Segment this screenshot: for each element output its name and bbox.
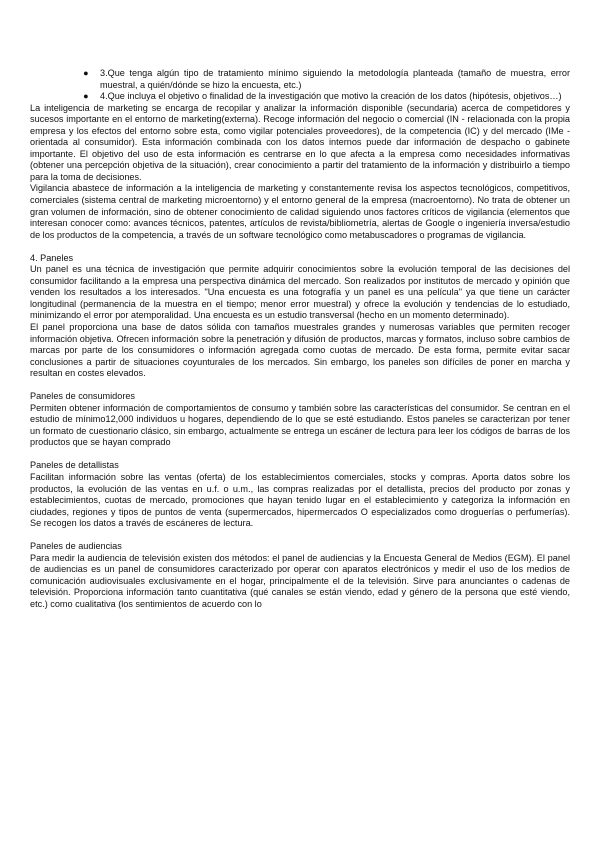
bullet-dot-icon: ● (83, 91, 89, 102)
paragraph-paneles-detallistas: Facilitan información sobre las ventas (oferta) de los establecimientos comerciales, stocks y compras. Aporta datos sobre los productos, la evolución de las ventas en u.f. o u.m., las compras realizadas por el detallista, precios del producto por zonas y establecimientos, cuotas de mercado, promociones que hayan tenido lugar en el establecimiento y categoriza la información en ciudades, regiones y tipos de puntos de venta (supermercados, hipermercados O especializados como droguerías o perfumerías). Se recogen los datos a través de escáneres de lectura. (30, 472, 570, 529)
bullet-item (83, 68, 570, 91)
section-heading-paneles: 4. Paneles (30, 252, 74, 263)
bullet-text: 4.Que incluya el objetivo o finalidad de la investigación que motivo la creación de los datos (hipótesis, objetivos…) (100, 91, 562, 102)
subheading-paneles-audiencias: Paneles de audiencias (30, 541, 122, 552)
paragraph-panel-definicion: Un panel es una técnica de investigación que permite adquirir conocimientos sobre la evolución temporal de las decisiones del consumidor facilitando a la empresa una perspectiva dinámica del mercado. Son realizados por institutos de mercado y opinión que venden los resultados a los interesados. "Una encuesta es una fotografía y un panel es una película" ya que tiene un carácter longitudinal (permanencia de la muestra en el tiempo; menor error muestral) y ofrece la evolución y tendencias de lo estudiado, minimizando el error por atemporalidad. Una encuesta es un estudio transversal (hecho en un momento determinado). (30, 264, 570, 321)
bullet-text: 3.Que tenga algún tipo de tratamiento mínimo siguiendo la metodología planteada (tamaño de muestra, error muestral, a quién/dónde se hizo la encuesta, etc.) (100, 68, 570, 90)
paragraph-paneles-audiencias: Para medir la audiencia de televisión existen dos métodos: el panel de audiencias y la Encuesta General de Medios (EGM). El panel de audiencias es un panel de consumidores caracterizado por operar con aparatos electrónicos y medir el uso de los medios de comunicación audiovisuales exclusivamente en el hogar, principalmente el de la televisión. Sirve para anunciantes o cadenas de televisión. Proporciona información tanto cuantitativa (qué canales se están viendo, edad y género de la persona que esté viendo, etc.) como cualitativa (los sentimientos de acuerdo con lo (30, 552, 570, 609)
subheading-paneles-detallistas: Paneles de detallistas (30, 460, 119, 471)
paragraph-vigilancia: Vigilancia abastece de información a la inteligencia de marketing y constantemente revisa los aspectos tecnológicos, competitivos, comerciales (sistema central de marketing microentorno) y el entorno general de la empresa (macroentorno). No trata de obtener un gran volumen de información, sino de obtener conocimiento de calidad siguiendo unos factores críticos de vigilancia (elementos que interesan conocer como: avances técnicos, patentes, artículos de revista/bibliometría, alertas de Google o ingeniería inversa/estudio de los productos de la competencia, a través de un software tecnológico como metabuscadores o programas de vigilancia. (30, 183, 570, 240)
bullet-dot-icon: ● (83, 68, 89, 78)
paragraph-paneles-consumidores: Permiten obtener información de comportamientos de consumo y también sobre las características del consumidor. Se centran en el estudio de mínimo12,000 individuos u hogares, dependiendo de lo que se esté estudiando. Estos paneles se caracterizan por tener un formato de cuestionario clásico, sin embargo, actualmente se entrega un escáner de lectura para leer los códigos de barras de los productos que se hayan comprado (30, 402, 570, 448)
document-body (30, 68, 570, 611)
bullet-item (83, 91, 570, 103)
criteria-bullet-list (30, 68, 570, 103)
subheading-paneles-consumidores: Paneles de consumidores (30, 391, 135, 402)
paragraph-panel-base-datos: El panel proporciona una base de datos sólida con tamaños muestrales grandes y numerosas variables que permiten recoger información objetiva. Ofrecen información sobre la penetración y difusión de productos, marcas y formatos, incluso sobre cambios de marcas por parte de los consumidores o información agregada como cuotas de mercado. De esta forma, permite evitar sacar conclusiones a partir de situaciones coyunturales de los mercados. Sin embargo, los paneles son difíciles de poner en marcha y resultan en costes elevados. (30, 321, 570, 379)
paragraph-inteligencia-marketing: La inteligencia de marketing se encarga de recopilar y analizar la información disponible (secundaria) acerca de competidores y sucesos importante en el entorno de marketing(externa). Recoge información del negocio o comercial (IN - relacionada con la propia empresa y los efectos del entorno sobre esta, como vigilar potenciales proveedores), de la competencia (IC) y del mercado (IMe - orientada al consumidor). Esta información combinada con los datos internos puede dar información de despacho o gabinete importante. El objetivo del uso de esta información es centrarse en lo que afecta a la empresa como necesidades informativas (obtener una percepción objetiva de la situación), crear conocimiento a partir del tratamiento de la información y distribuirlo a tiempo para la toma de decisiones. (30, 102, 570, 182)
